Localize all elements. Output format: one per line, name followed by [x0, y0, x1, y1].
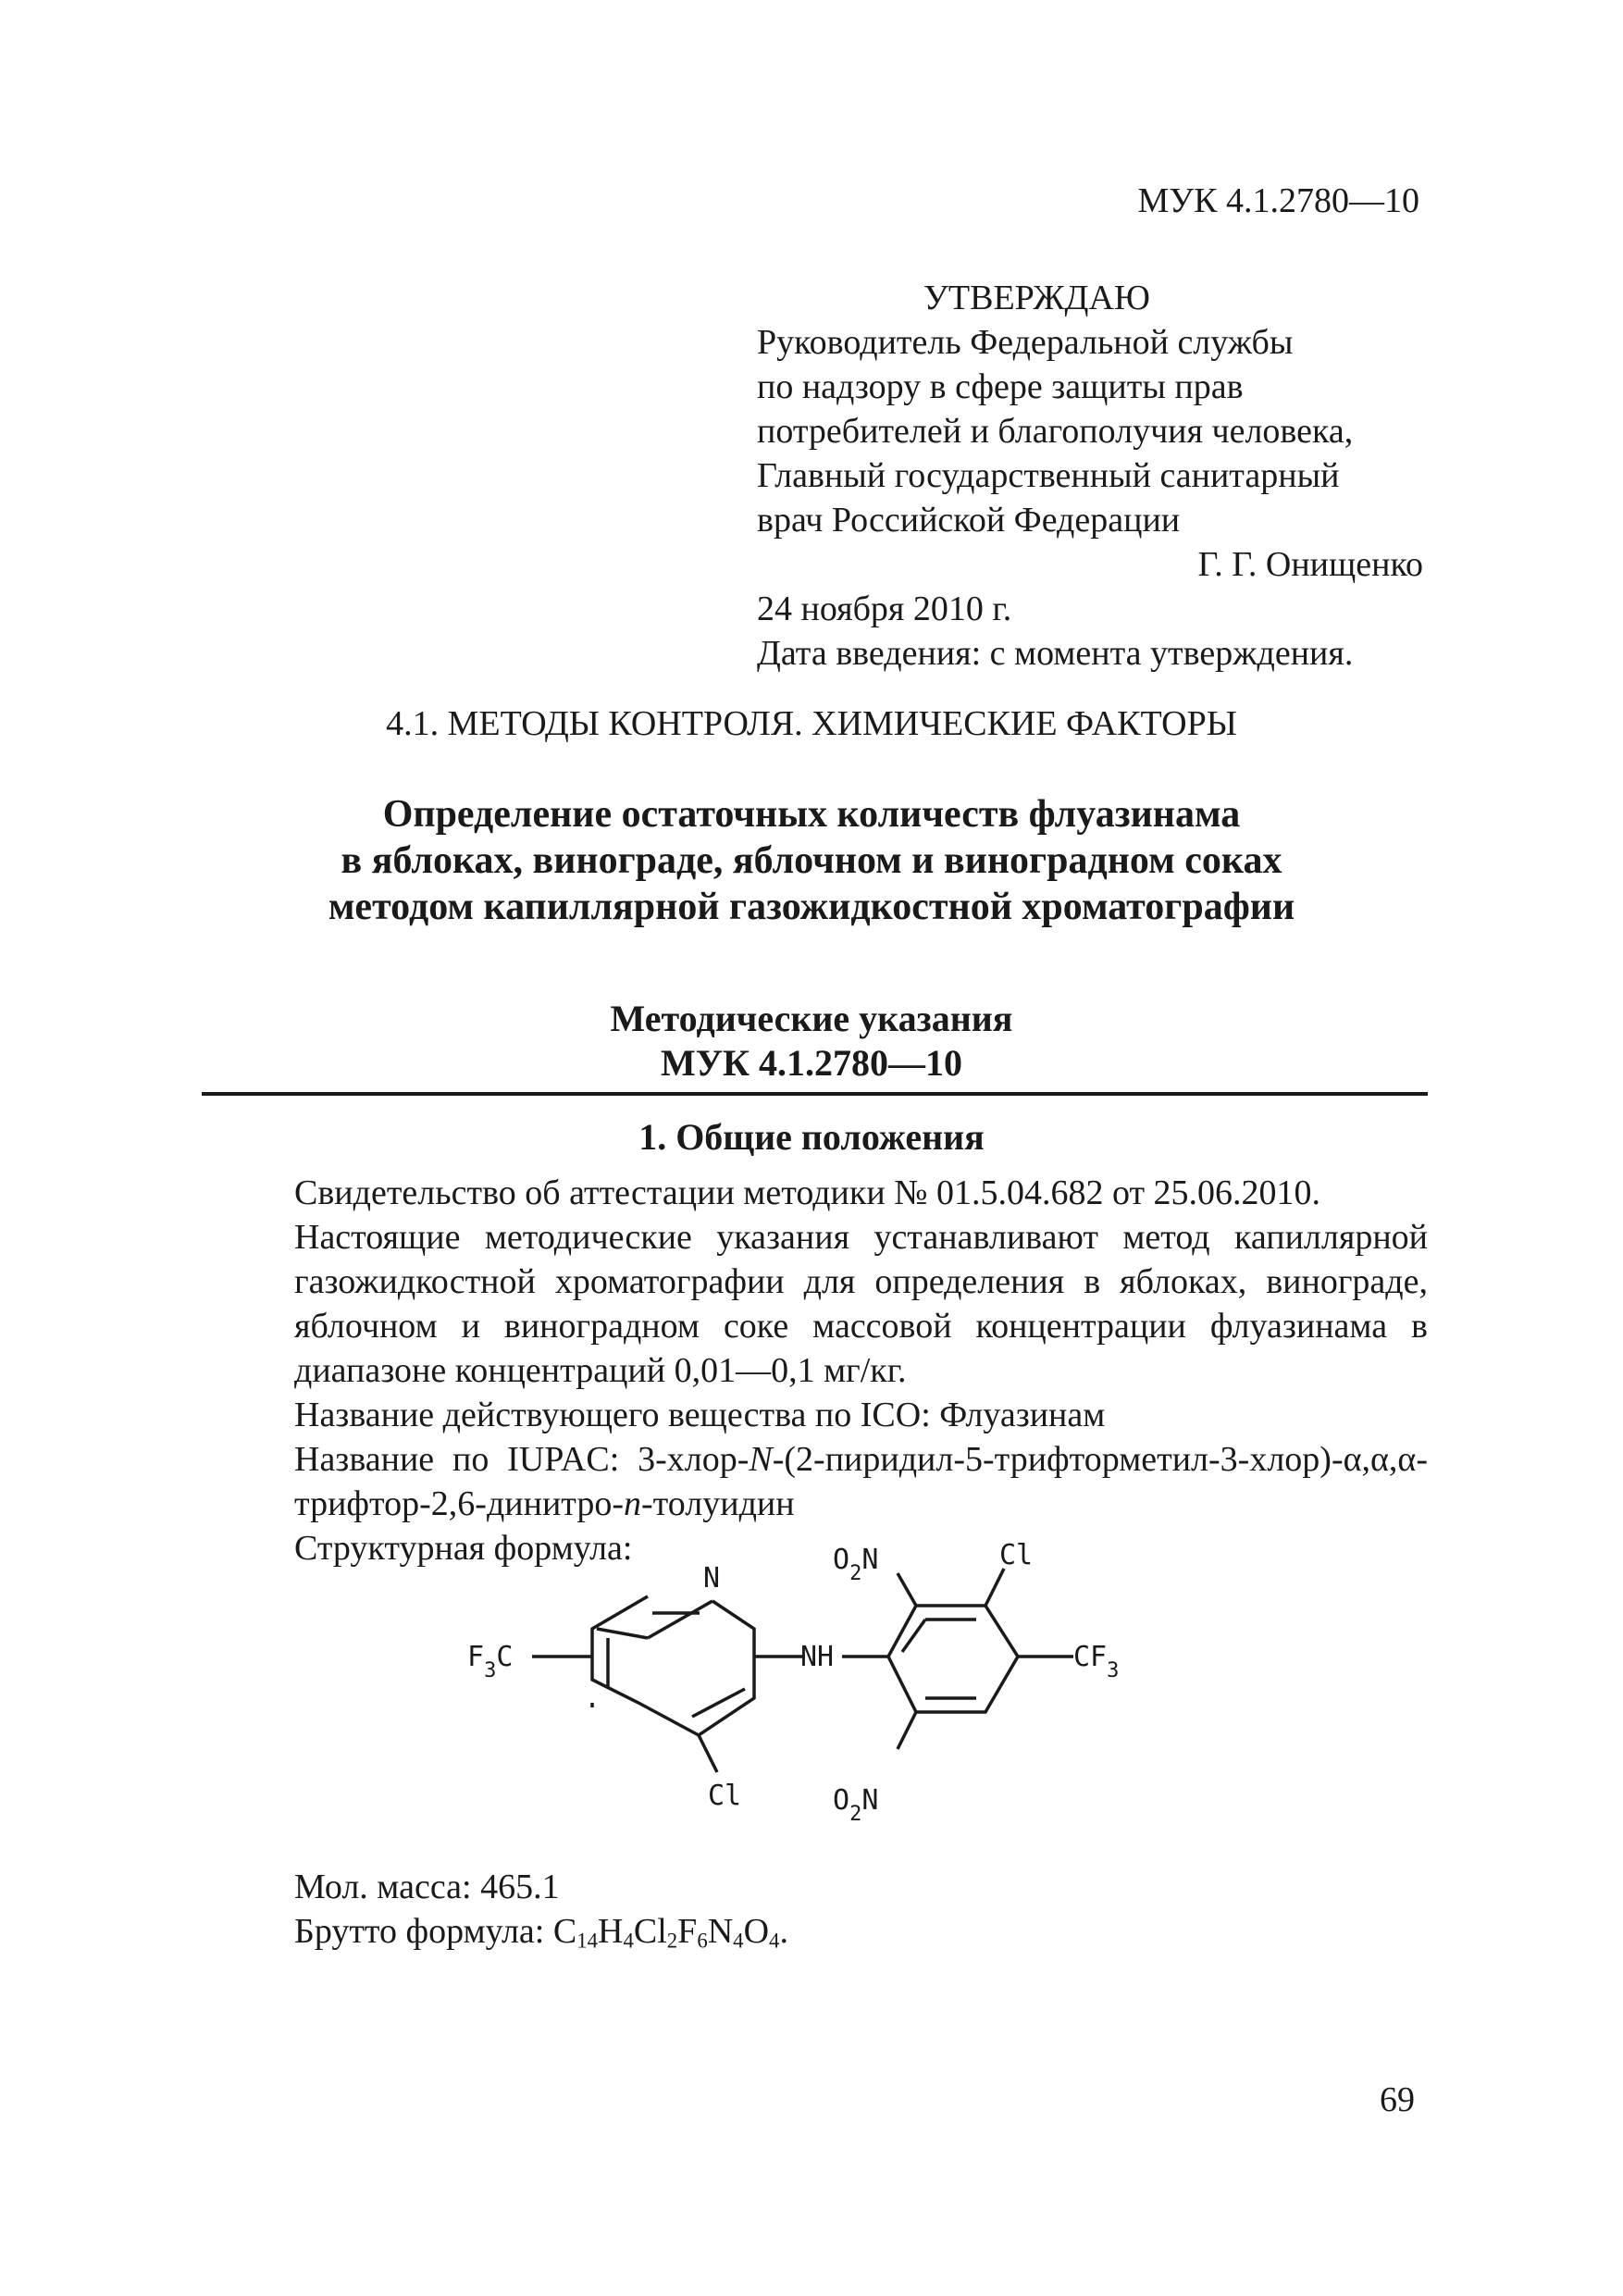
italic-p: п	[624, 1484, 642, 1523]
molecular-mass: Мол. масса: 465.1	[294, 1868, 560, 1906]
sub-title	[0, 997, 1623, 1086]
bond	[985, 1569, 1004, 1606]
formula-label: Cl	[708, 1780, 742, 1812]
approval-block	[757, 276, 1423, 676]
formula-label: NH	[800, 1641, 835, 1673]
signatory-name: Г. Г. Онищенко	[1197, 545, 1423, 584]
approval-line: Главный государственный санитарный	[757, 456, 1340, 495]
main-title-line: методом капиллярной газожидкостной хроматографии	[328, 886, 1295, 928]
formula-label: $F_3C$	[467, 1641, 514, 1682]
body-text	[294, 1171, 1428, 1570]
bond	[898, 1712, 916, 1749]
paragraph: Свидетельство об аттестации методики № 01.5.04.682 от 25.06.2010.	[294, 1173, 1321, 1212]
approval-line: по надзору в сфере защиты прав	[757, 367, 1244, 406]
formula-label: $CF_3$	[1073, 1641, 1120, 1682]
paragraph-text: Настоящие методические указания устанавливают метод капиллярной газожидкостной хроматографии для определения в яблоках, винограде, яблочном и виноградном соке массовой концентрации флуазинама в диапазоне концентраций 0,01—0,1 мг/кг.	[294, 1218, 1428, 1390]
paragraph	[294, 1437, 1428, 1526]
main-title-line: Определение остаточных количеств флуазинама	[382, 793, 1241, 836]
paragraph-text: -толуидин	[641, 1484, 795, 1523]
formula-label: $O_2N$	[833, 1784, 879, 1826]
paragraph: Название действующего вещества по ICO: Флуазинам	[294, 1396, 1106, 1434]
brutto-formula: Брутто формула: $C_{14}H_4Cl_2F_6N_4O_4$.	[294, 1912, 788, 1953]
chapter-title: 1. Общие положения	[638, 1116, 985, 1158]
molecular-info	[294, 1865, 788, 1964]
bond	[597, 1629, 648, 1638]
benzene-ring	[888, 1606, 1018, 1712]
paragraph-text: Название по IUPAC: 3-хлор-	[294, 1440, 750, 1479]
document-code: МУК 4.1.2780—10	[1137, 181, 1419, 220]
paragraph-text: -(2-пиридил-5-трифторметил-3-хлор)-α,α,α-трифтор-2,6-динитро-	[294, 1440, 1428, 1523]
effective-date: Дата введения: с момента утверждения.	[757, 634, 1354, 673]
bond	[699, 1735, 717, 1772]
formula-label: Cl	[999, 1539, 1034, 1571]
paragraph	[294, 1215, 1428, 1393]
bond	[692, 1689, 745, 1717]
italic-n: N	[749, 1440, 773, 1479]
structural-formula	[444, 1532, 1184, 1865]
formula-label: $O_2N$	[833, 1544, 879, 1585]
page-number: 69	[1380, 2080, 1415, 2119]
brutto-label: Брутто формула:	[294, 1912, 553, 1951]
formula-label: N	[703, 1562, 721, 1595]
approval-line: врач Российской Федерации	[757, 501, 1181, 540]
main-title	[0, 791, 1623, 930]
bond	[648, 1601, 712, 1638]
approval-caption: УТВЕРЖДАЮ	[923, 279, 1150, 317]
section-title: 4.1. МЕТОДЫ КОНТРОЛЯ. ХИМИЧЕСКИЕ ФАКТОРЫ	[386, 704, 1237, 743]
sub-title-line: Методические указания	[610, 998, 1013, 1039]
main-title-line: в яблоках, винограде, яблочном и виноградном соках	[341, 839, 1282, 882]
approval-line: потребителей и благополучия человека,	[757, 412, 1354, 451]
approval-date: 24 ноября 2010 г.	[757, 590, 1012, 628]
bond	[898, 1573, 916, 1606]
paragraph: Структурная формула:	[294, 1529, 633, 1568]
pyridine-ring	[592, 1596, 754, 1735]
horizontal-rule	[202, 1092, 1428, 1096]
sub-title-line: МУК 4.1.2780—10	[660, 1042, 963, 1084]
approval-line: Руководитель Федеральной службы	[757, 323, 1294, 362]
